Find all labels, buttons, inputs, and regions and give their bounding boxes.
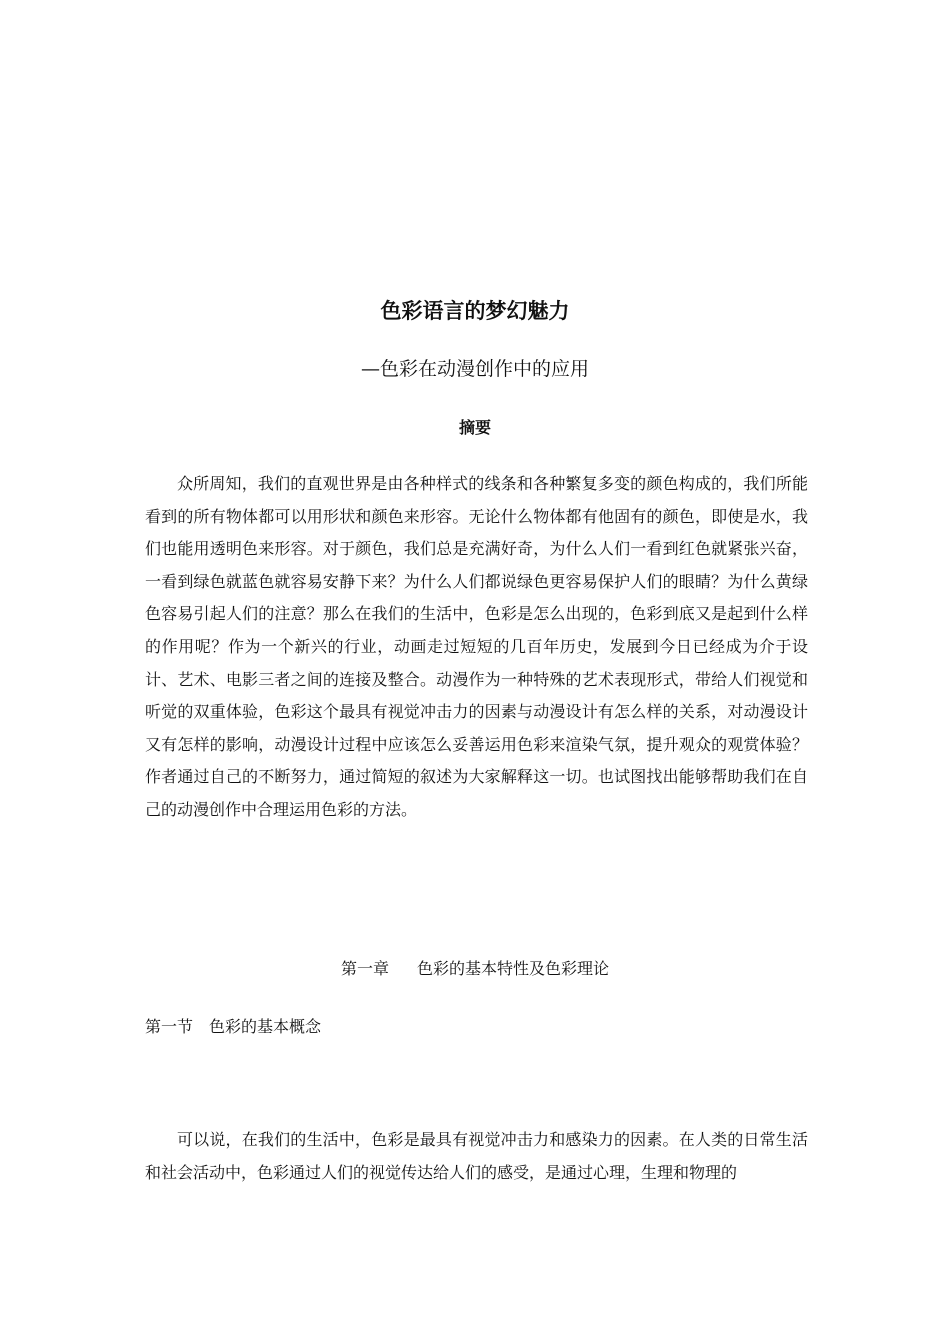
document-subtitle: —色彩在动漫创作中的应用 <box>360 358 589 380</box>
chapter-heading <box>0 955 950 983</box>
document-title: 色彩语言的梦幻魅力 <box>380 299 570 323</box>
chapter-number: 第一章 <box>340 959 389 978</box>
abstract-heading: 摘要 <box>458 418 491 437</box>
abstract-paragraph: 众所周知，我们的直观世界是由各种样式的线条和各种繁复多变的颜色构成的，我们所能看到的所有物体都可以用形状和颜色来形容。无论什么物体都有他固有的颜色，即使是水，我们也能用透明色来形容。对于颜色，我们总是充满好奇，为什么人们一看到红色就紧张兴奋，一看到绿色就蓝色就容易安静下来？为什么人们都说绿色更容易保护人们的眼睛？为什么黄绿色容易引起人们的注意？那么在我们的生活中，色彩是怎么出现的，色彩到底又是起到什么样的作用呢？作为一个新兴的行业，动画走过短短的几百年历史，发展到今日已经成为介于设计、艺术、电影三者之间的连接及整合。动漫作为一种特殊的艺术表现形式，带给人们视觉和听觉的双重体验，色彩这个最具有视觉冲击力的因素与动漫设计有怎么样的关系，对动漫设计又有怎样的影响，动漫设计过程中应该怎么妥善运用色彩来渲染气氛，提升观众的观赏体验？作者通过自己的不断努力，通过简短的叙述为大家解释这一切。也试图找出能够帮助我们在自己的动漫创作中合理运用色彩的方法。 <box>145 474 808 819</box>
section-heading <box>145 1013 321 1041</box>
chapter-title: 色彩的基本特性及色彩理论 <box>417 959 610 978</box>
section-paragraph: 可以说，在我们的生活中，色彩是最具有视觉冲击力和感染力的因素。在人类的日常生活和社会活动中，色彩通过人们的视觉传达给人们的感受，是通过心理，生理和物理的 <box>145 1130 808 1182</box>
section-number: 第一节 <box>145 1017 194 1036</box>
section-title: 色彩的基本概念 <box>209 1017 322 1036</box>
